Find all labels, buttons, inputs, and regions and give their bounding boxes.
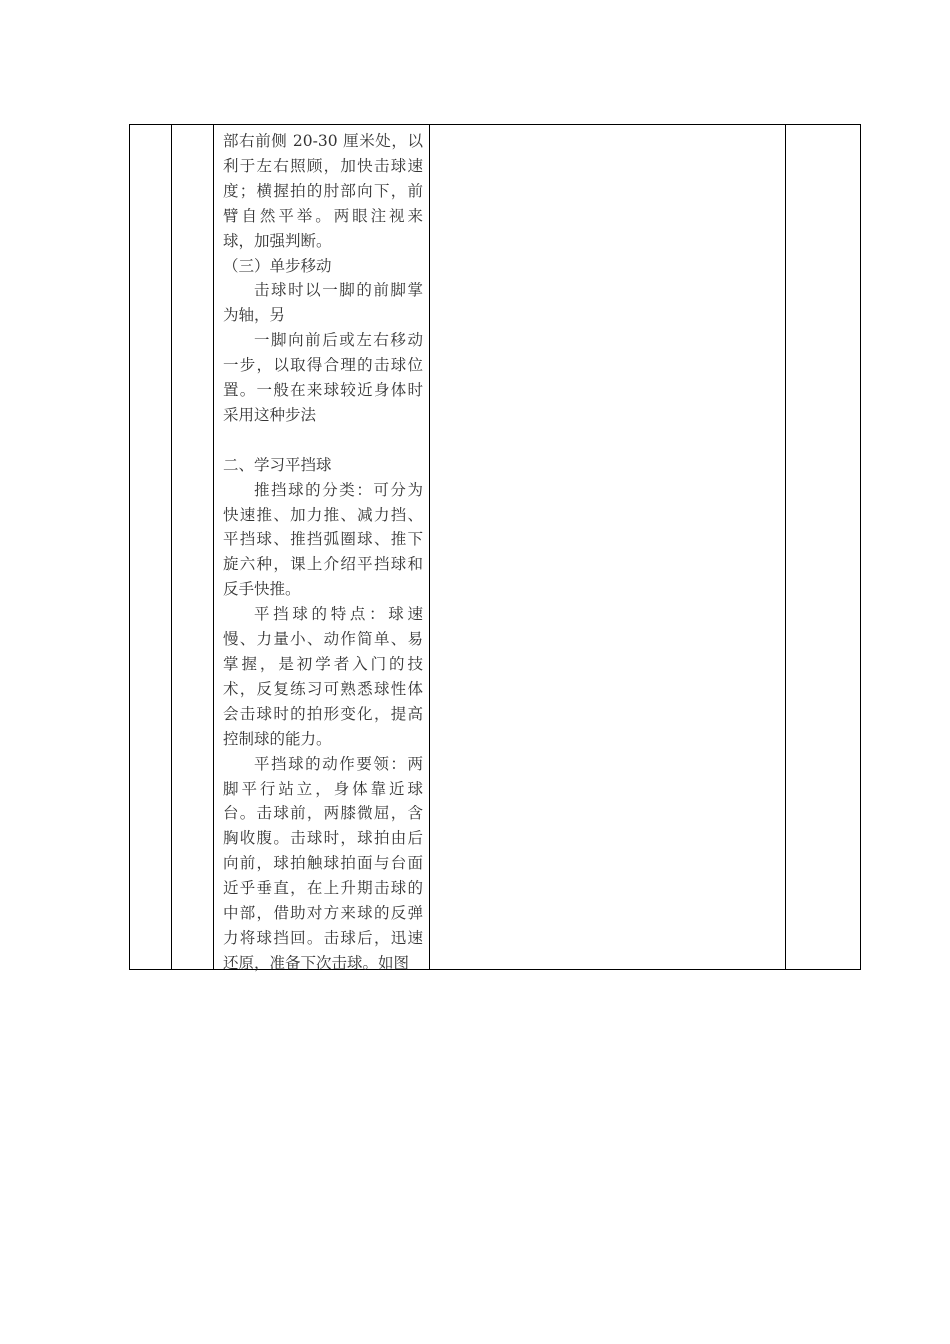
column-divider-1 bbox=[171, 125, 172, 969]
content-paragraph-1: 部右前侧 20-30 厘米处，以利于左右照顾，加快击球速度；横握拍的肘部向下，前臂自然平举。两眼注视来球，加强判断。 bbox=[223, 132, 423, 250]
content-paragraph-3: 一脚向前后或左右移动一步，以取得合理的击球位置。一般在来球较近身体时采用这种步法 bbox=[223, 331, 423, 424]
content-heading-block-ball: 二、学习平挡球 bbox=[223, 455, 332, 474]
content-paragraph-classification: 推挡球的分类：可分为快速推、加力推、减力挡、平挡球、推挡弧圈球、推下旋六种，课上介绍平挡球和反手快推。 bbox=[223, 480, 423, 599]
content-paragraph-features: 平挡球的特点：球速慢、力量小、动作简单、易掌握，是初学者入门的技术，反复练习可熟悉球性体会击球时的拍形变化，提高控制球的能力。 bbox=[223, 605, 423, 748]
content-heading-single-step: （三）单步移动 bbox=[223, 256, 332, 275]
column-divider-4 bbox=[785, 125, 786, 969]
content-paragraph-technique: 平挡球的动作要领：两脚平行站立，身体靠近球台。击球前，两膝微屈，含胸收腹。击球时，球拍由后向前，球拍触球拍面与台面近乎垂直，在上升期击球的中部，借助对方来球的反弹力将球挡回。击球后，迅速还原，准备下次击球。如图 bbox=[223, 754, 423, 972]
teaching-content-cell bbox=[214, 125, 430, 972]
content-paragraph-2: 击球时以一脚的前脚掌为轴，另 bbox=[223, 281, 423, 325]
lesson-plan-table bbox=[129, 124, 861, 970]
blank-line bbox=[223, 428, 423, 453]
